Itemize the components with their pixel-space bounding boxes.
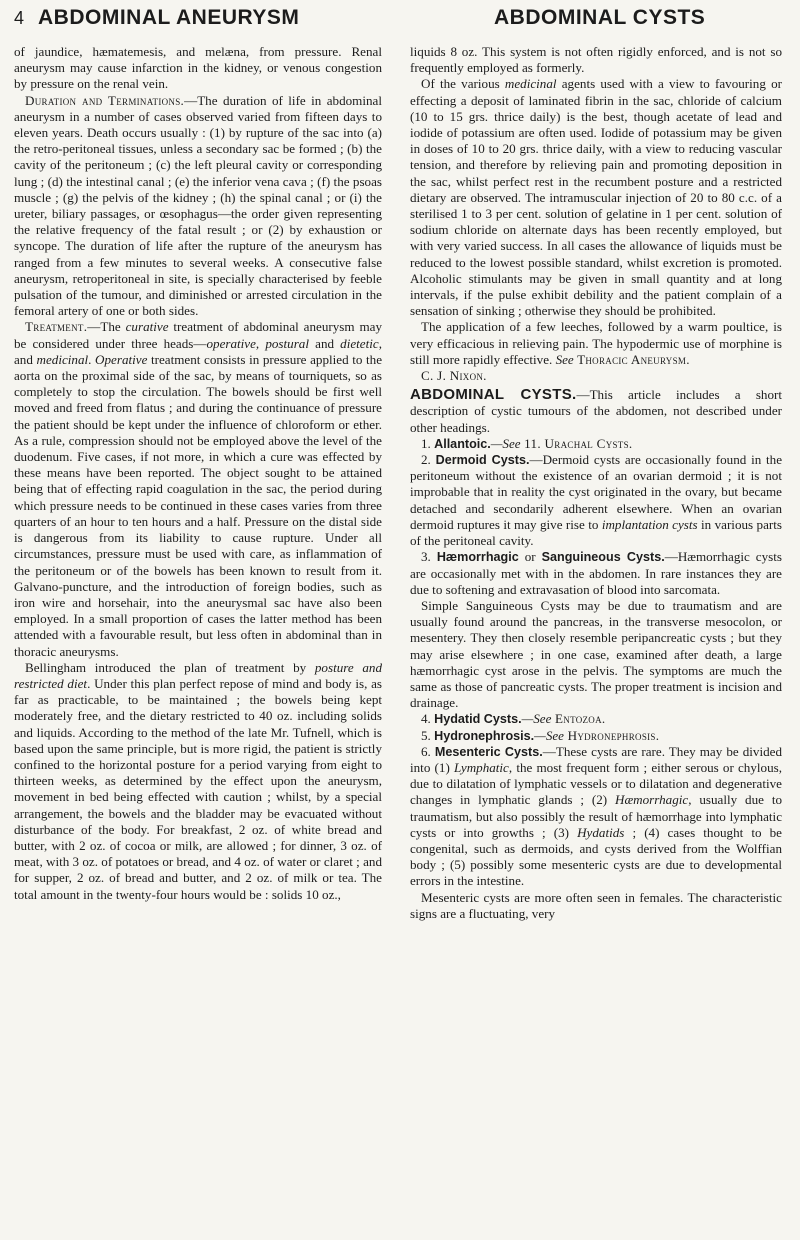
entry-title: ABDOMINAL CYSTS. (410, 386, 577, 404)
entry-abdominal-cysts: ABDOMINAL CYSTS.—This article includes a short description of cystic tumours of the abdomen, not described under other headings. (410, 386, 782, 435)
paragraph-liquids: liquids 8 oz. This system is not often rigidly enforced, and is not so frequently employed as formerly. (410, 44, 782, 76)
item-hydronephrosis: 5. Hydronephrosis.—See Hydronephrosis. (421, 727, 660, 743)
paragraph-sanguineous: Simple Sanguineous Cysts may be due to traumatism and are usually found around the pancreas, in the transverse mesocolon, or mesentery. They then closely resemble peripancreatic cysts ; but they may arise elsewhere ; in one case, examined after death, a large hæmorrhagic cyst arose in the pelvis. The symptoms are much the same as those of pancreatic cysts. The proper treatment is incision and drainage. (410, 597, 782, 711)
heading-treatment: Treatment. (25, 319, 88, 335)
right-running-title: ABDOMINAL CYSTS (494, 6, 706, 29)
running-header (0, 6, 800, 34)
paragraph-jaundice: of jaundice, hæmatemesis, and melæna, from pressure. Renal aneurysm may cause infarction in the kidney, or venous congestion by pressure on the renal vein. (14, 44, 382, 92)
page-number: 4 (14, 8, 25, 28)
paragraph-treatment: Treatment.—The curative treatment of abdominal aneurysm may be considered under three heads—operative, postural and dietetic, and medicinal. Operative treatment consists in pressure applied to the aorta on the proximal side of the sac, by means of tourniquets, so as completely to stop the circulation. The bowels should be first well moved and freed from flatus ; and during the continuance of pressure the patient should be kept under the influence of chloroform or ether. As a rule, compression should not be employed above the level of the duodenum. Five cases, if not more, in which a cure was effected by these means have been reported. The object sought to be attained being that of effecting rapid coagulation in the sac, the period during which pressure needs to be continued in these cases varies from three quarters of an hour to ten hours and a half. Pressure on the distal side is dangerous from its liability to cause rupture. Under all circumstances, pressure must be used with care, as inflammation of the peritoneum or of the bowels has been known to result from it. Galvano-puncture, and the introduction of foreign bodies, such as iron wire and horsehair, into the aneurysmal sac have also been employed. In a small proportion of cases the latter method has been attended with a favourable result, but less often in abdominal than in thoracic aneurysms. (14, 319, 382, 659)
item-dermoid-cysts: 2. Dermoid Cysts.—Dermoid cysts are occasionally found in the peritoneum without the existence of an ovarian dermoid ; it is not improbable that in reality the cyst originated in the ovary, but became detached and secondarily adherent elsewhere. When an ovarian dermoid ruptures it may give rise to implantation cysts in various parts of the peritoneal cavity. (410, 452, 782, 549)
paragraph-medicinal: Of the various medicinal agents used with a view to favouring or effecting a deposit of laminated fibrin in the sac, chloride of calcium (10 to 15 grs. thrice daily) is the best, though acetate of lead and iodide of potassium are often used. Iodide of potassium may be given in doses of 10 to 20 grs. thrice daily, with a view to reducing vascular tension, and therefore by relieving pain and promoting deposition in the sac, whilst perfect rest in the recumbent posture and a restricted dietary are observed. The intramuscular injection of 20 to 80 c.c. of a sterilised 1 to 3 per cent. solution of gelatine in 1 per cent. solution of sodium chloride on alternate days has been recently employed, but with very varied success. In all cases the allowance of liquids must be reduced to the lowest possible standard, whilst excretion is promoted. Alcoholic stimulants may be given in small quantity and at long intervals, if the pulse exhibit debility and the patient complain of a sensation of sinking ; otherwise they should be prohibited. (410, 76, 782, 319)
paragraph-duration: Duration and Terminations.—The duration of life in abdominal aneurysm in a number of cases observed varied from fifteen days to eleven years. Death occurs usually : (1) by rupture of the sac into (a) the retro-peritoneal tissues, unless a secondary sac be formed ; (b) the cavity of the peritoneum ; (c) the left pleural cavity or corresponding lung ; (d) the intestinal canal ; (e) the inferior vena cava ; (f) the psoas muscle ; (g) the pelvis of the kidney ; (h) the spinal canal ; or (i) the ureter, biliary passages, or œsophagus—the order given representing the relative frequency of the fatal result ; or (2) by exhaustion or syncope. The duration of life after the rupture of the aneurysm has ranged from a few minutes to several weeks. A consecutive false aneurysm, retroperitoneal in site, is specially characterised by feeble pulsation of the tumour, and diminished or arrested circulation in the femoral artery of one or both sides. (14, 92, 382, 319)
heading-duration: Duration and Terminations. (25, 92, 185, 108)
paragraph-mesenteric-signs: Mesenteric cysts are more often seen in females. The characteristic signs are a fluctuating, very (410, 889, 782, 921)
item-hydatid-cysts: 4. Hydatid Cysts.—See Entozoa. (421, 711, 606, 727)
left-running-title: ABDOMINAL ANEURYSM (38, 6, 300, 29)
author-signature: C. J. Nixon. (421, 368, 487, 384)
paragraph-bellingham: Bellingham introduced the plan of treatment by posture and restricted diet. Under this plan perfect repose of mind and body is, as far as practicable, to be maintained ; the bowels being kept moderately free, and the dietary restricted to 40 oz. including solids and liquids. According to the method of the late Mr. Tufnell, which is based upon the same principle, but is more rigid, the patient is strictly confined to the horizontal posture for a period varying from eight to thirteen weeks, as determined by the effect upon the aneurysm, movement in bed being effected with caution ; whilst, by a special arrangement, the bowels and the bladder may be evacuated without disturbance of the body. For breakfast, 2 oz. of white bread and butter, with 2 oz. of cocoa or milk, are allowed ; for dinner, 3 oz. of meat, with 3 oz. of potatoes or bread, and 4 oz. of water or claret ; and for supper, 2 oz. of bread and butter, and 2 oz. of milk or tea. The total amount in the twenty-four hours would be : solids 10 oz., (14, 659, 382, 902)
left-column (14, 44, 382, 1234)
right-column (410, 44, 782, 1234)
item-mesenteric-cysts: 6. Mesenteric Cysts.—These cysts are rare. They may be divided into (1) Lymphatic, the most frequent form ; either serous or chylous, due to dilatation of lymphatic vessels or to dilatation and degenerative changes in lymphatic glands ; (2) Hæmorrhagic, usually due to traumatism, but also possibly the result of hæmorrhage into lymphatic cysts or into growths ; (3) Hydatids ; (4) cases thought to be congenital, such as dermoids, and cysts derived from the Wolffian body ; (5) possibly some mesenteric cysts are due to developmental errors in the intestine. (410, 743, 782, 889)
paragraph-leeches: The application of a few leeches, followed by a warm poultice, is very efficacious in relieving pain. The hypodermic use of morphine is still more rapidly effective. See Thoracic Aneurysm. (410, 319, 782, 367)
item-allantoic: 1. Allantoic.—See 11. Urachal Cysts. (421, 435, 633, 451)
item-haemorrhagic-cysts: 3. Hæmorrhagic or Sanguineous Cysts.—Hæmorrhagic cysts are occasionally met with in the abdomen. In rare instances they are due to softening and extravasation of blood into sarcomata. (410, 549, 782, 597)
cross-reference-thoracic-aneurysm: Thoracic Aneurysm. (573, 351, 690, 367)
